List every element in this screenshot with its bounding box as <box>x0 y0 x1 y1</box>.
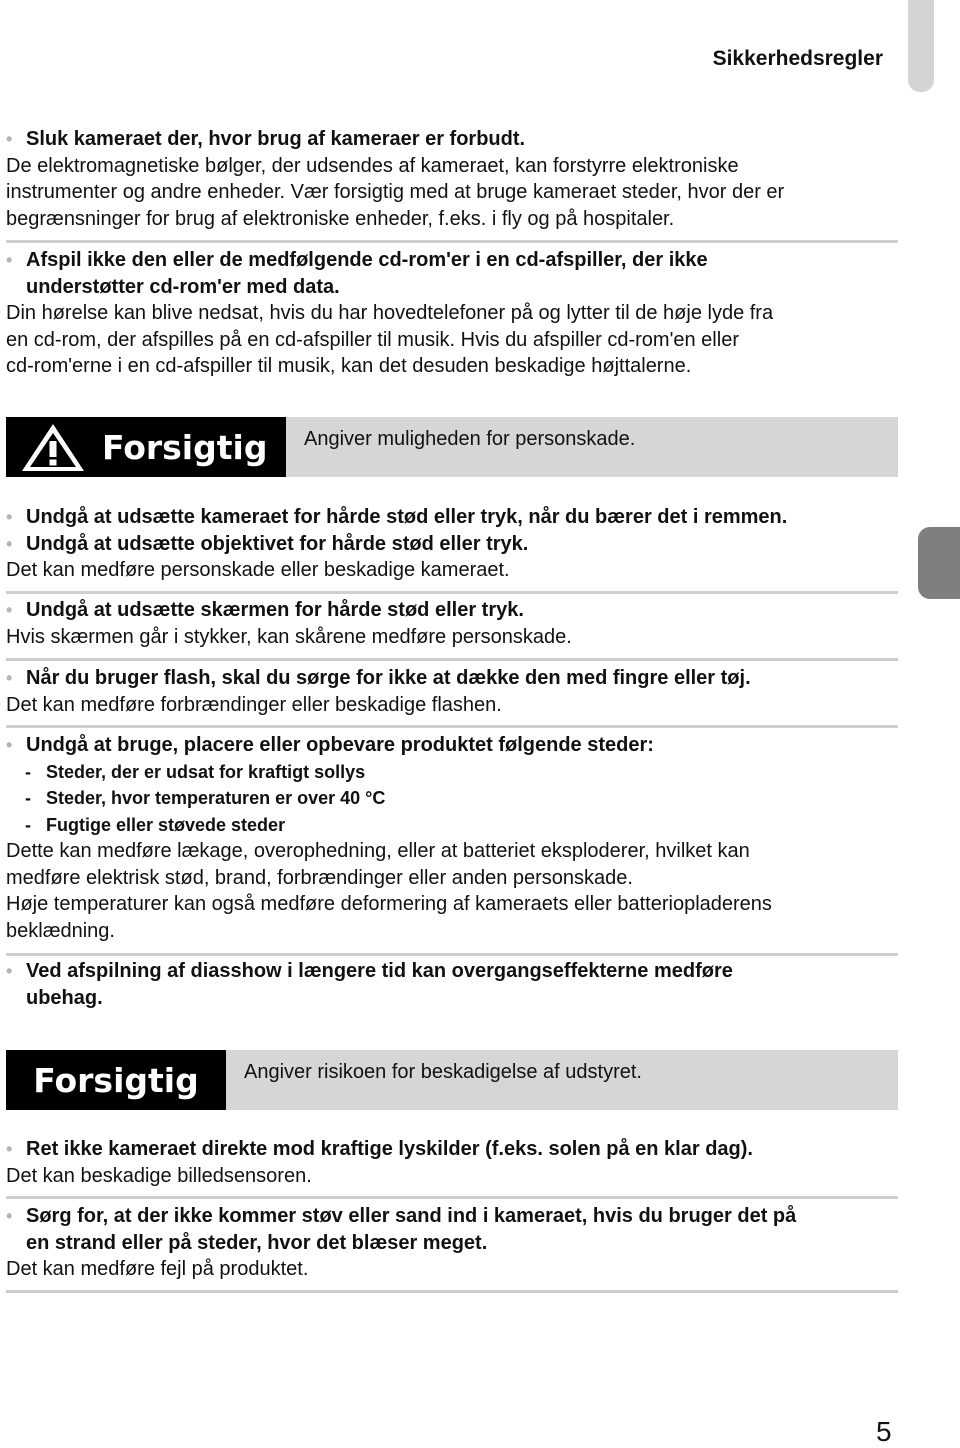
section-divider <box>6 953 898 956</box>
item-heading: • Undgå at bruge, placere eller opbevare produktet følgende steder: <box>6 732 898 759</box>
item-body-line: begrænsninger for brug af elektroniske enheder, f.eks. i fly og på hospitaler. <box>6 207 675 230</box>
item-heading: • Sluk kameraet der, hvor brug af kameraer er forbudt. <box>6 126 898 153</box>
section-divider <box>6 658 898 661</box>
item-body-line: Dette kan medføre lækage, overophedning, eller at batteriet eksploderer, hvilket kan <box>6 840 750 862</box>
page-number: 5 <box>876 1416 892 1447</box>
safety-item-storage-locations <box>6 732 898 944</box>
bullet-icon: • <box>6 961 13 981</box>
page-header-title: Sikkerhedsregler <box>712 47 883 70</box>
item-heading: • Afspil ikke den eller de medfølgende cd-rom'er i en cd-afspiller, der ikke <box>6 247 898 274</box>
item-heading: • Ved afspilning af diasshow i længere tid kan overgangseffekterne medføre <box>6 958 898 985</box>
item-body-line: medføre elektrisk stød, brand, forbrændinger eller anden personskade. <box>6 866 633 889</box>
safety-item-strap-impact <box>6 504 898 584</box>
section-divider <box>6 1196 898 1199</box>
item-body-line: instrumenter og andre enheder. Vær forsigtig med at bruge kameraet steder, hvor der er <box>6 181 785 203</box>
caution-banner-equipment-damage <box>6 1050 898 1110</box>
item-body-line: Hvis skærmen går i stykker, kan skårene medføre personskade. <box>6 625 572 648</box>
item-body-line: Det kan medføre forbrændinger eller beskadige flashen. <box>6 693 502 716</box>
item-body-line: Det kan beskadige billedsensoren. <box>6 1164 312 1187</box>
section-divider <box>6 240 898 243</box>
safety-item-flash <box>6 665 898 718</box>
item-heading: • Når du bruger flash, skal du sørge for ikke at dække den med fingre eller tøj. <box>6 665 898 692</box>
item-body-line: Din hørelse kan blive nedsat, hvis du har hovedtelefoner på og lytter til de høje lyde fra <box>6 302 774 324</box>
item-heading: • Undgå at udsætte skærmen for hårde stød eller tryk. <box>6 597 898 624</box>
item-heading: • Sørg for, at der ikke kommer støv eller sand ind i kameraet, hvis du bruger det på <box>6 1203 898 1230</box>
warning-triangle-icon <box>18 420 88 474</box>
dash-list-item: - Steder, hvor temperaturen er over 40 °C <box>25 785 898 812</box>
item-heading: • Undgå at udsætte objektivet for hårde stød eller tryk. <box>6 531 898 558</box>
item-heading-continued: understøtter cd-rom'er med data. <box>26 275 340 298</box>
safety-item-dust-sand <box>6 1203 898 1283</box>
dash-icon: - <box>25 814 31 835</box>
bullet-icon: • <box>6 129 13 149</box>
bullet-icon: • <box>6 735 13 755</box>
caution-description: Angiver muligheden for personskade. <box>304 428 636 450</box>
bullet-icon: • <box>6 1139 13 1159</box>
section-divider <box>6 1290 898 1293</box>
safety-item-cdrom <box>6 247 898 380</box>
item-body-line: cd-rom'erne i en cd-afspiller til musik, kan det desuden beskadige højttalerne. <box>6 355 692 377</box>
bullet-icon: • <box>6 533 13 554</box>
bullet-icon: • <box>6 507 13 527</box>
bullet-icon: • <box>6 1206 13 1226</box>
caution-banner-personal-injury <box>6 417 898 477</box>
item-body-line: en cd-rom, der afspilles på en cd-afspiller til musik. Hvis du afspiller cd-rom'en eller <box>6 328 739 351</box>
caution-label-box <box>6 417 286 477</box>
safety-item-bright-light <box>6 1136 898 1189</box>
section-divider <box>6 591 898 594</box>
dash-icon: - <box>25 788 31 808</box>
bullet-icon: • <box>6 668 13 688</box>
item-heading: • Undgå at udsætte kameraet for hårde stød eller tryk, når du bærer det i remmen. <box>6 504 898 531</box>
item-body-line: Høje temperaturer kan også medføre deformering af kameraets eller batteriopladerens <box>6 893 772 915</box>
chapter-tab-marker <box>918 527 960 599</box>
safety-item-slideshow <box>6 958 898 1011</box>
bullet-icon: • <box>6 250 13 270</box>
item-heading-continued: en strand eller på steder, hvor det blæser meget. <box>26 1231 488 1254</box>
caution-description: Angiver risikoen for beskadigelse af udstyret. <box>244 1061 642 1083</box>
item-body-line: De elektromagnetiske bølger, der udsendes af kameraet, kan forstyrre elektroniske <box>6 154 739 177</box>
chapter-tab-top <box>908 0 934 92</box>
item-body-line: beklædning. <box>6 919 115 942</box>
item-heading: • Ret ikke kameraet direkte mod kraftige lyskilder (f.eks. solen på en klar dag). <box>6 1136 898 1163</box>
dash-icon: - <box>25 761 31 782</box>
item-heading-continued: ubehag. <box>26 986 103 1009</box>
bullet-icon: • <box>6 600 13 620</box>
safety-item-screen-impact <box>6 597 898 650</box>
caution-label-box <box>6 1050 226 1110</box>
caution-label: Forsigtig <box>33 1060 199 1100</box>
caution-label: Forsigtig <box>102 427 268 467</box>
dash-list-item: - Fugtige eller støvede steder <box>25 812 898 839</box>
item-body-line: Det kan medføre personskade eller beskadige kameraet. <box>6 559 510 581</box>
section-divider <box>6 725 898 728</box>
dash-list-item: - Steder, der er udsat for kraftigt sollys <box>25 759 898 786</box>
item-body-line: Det kan medføre fejl på produktet. <box>6 1258 309 1280</box>
safety-item-power-off <box>6 126 898 232</box>
